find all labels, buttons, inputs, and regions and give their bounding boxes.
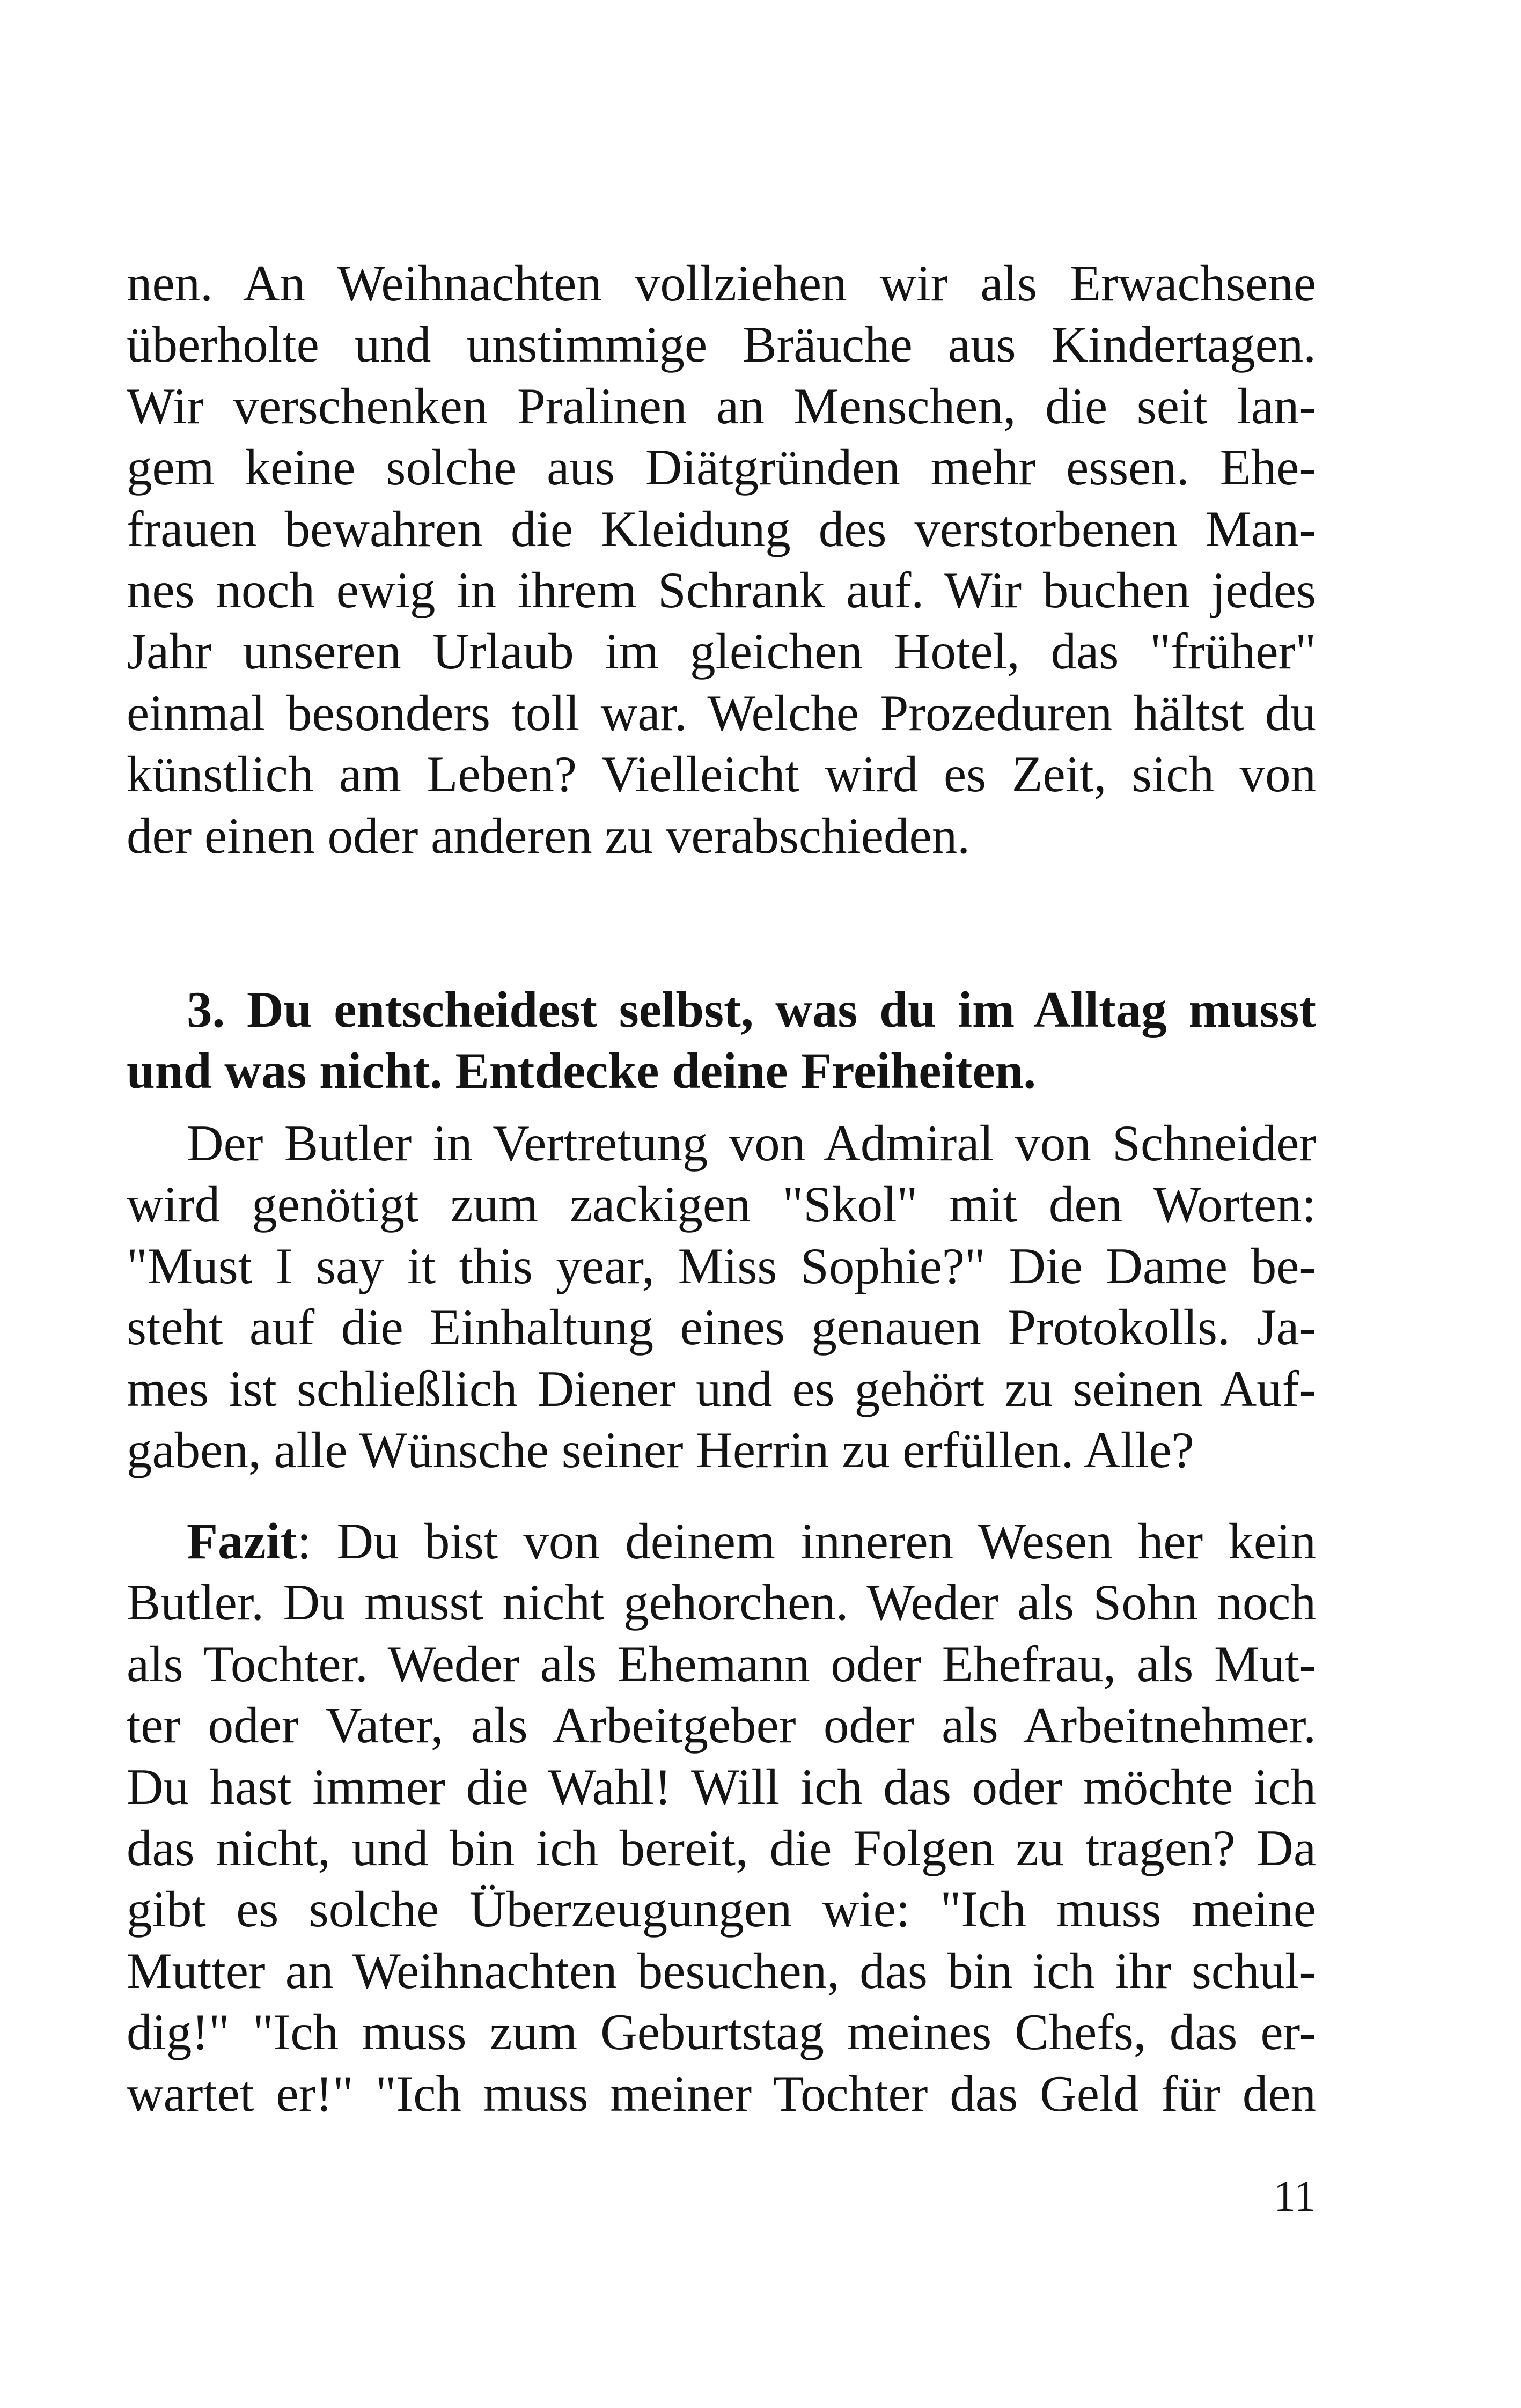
text-line: der einen oder anderen zu verabschieden. — [127, 807, 970, 864]
text-line: einmal besonders toll war. Welche Prozeduren hältst du — [127, 684, 1316, 741]
heading-line: 3. Du entscheidest selbst, was du im Alltag musst — [187, 981, 1316, 1038]
butler-paragraph — [127, 1113, 1316, 1481]
text-line: mes ist schließlich Diener und es gehört zu seinen Auf- — [127, 1360, 1316, 1417]
text-line: dig!" "Ich muss zum Geburtstag meines Chefs, das er- — [127, 2004, 1316, 2061]
fazit-label: Fazit — [187, 1513, 297, 1570]
text-line: Butler. Du musst nicht gehorchen. Weder als Sohn noch — [127, 1574, 1316, 1631]
page-number: 11 — [1274, 2171, 1316, 2220]
text-line: Wir verschenken Pralinen an Menschen, die seit lan- — [127, 377, 1316, 435]
text-line: gem keine solche aus Diätgründen mehr essen. Ehe- — [127, 439, 1316, 496]
text-line: steht auf die Einhaltung eines genauen Protokolls. Ja- — [127, 1299, 1316, 1356]
text-line: "Must I say it this year, Miss Sophie?" Die Dame be- — [127, 1237, 1316, 1294]
text-line: künstlich am Leben? Vielleicht wird es Zeit, sich von — [127, 746, 1316, 803]
fazit-first-line — [127, 1511, 1316, 1572]
text-line: frauen bewahren die Kleidung des verstorbenen Man- — [127, 500, 1316, 557]
text-line: nen. An Weihnachten vollziehen wir als Erwachsene — [127, 255, 1316, 312]
text-line: das nicht, und bin ich bereit, die Folgen zu tragen? Da — [127, 1819, 1316, 1876]
section-heading — [127, 979, 1316, 1102]
text-line: gaben, alle Wünsche seiner Herrin zu erfüllen. Alle? — [127, 1421, 1194, 1478]
text-line: als Tochter. Weder als Ehemann oder Ehefrau, als Mut- — [127, 1635, 1316, 1692]
text-line: Du hast immer die Wahl! Will ich das oder möchte ich — [127, 1758, 1316, 1815]
text-line: wartet er!" "Ich muss meiner Tochter das Geld für den — [127, 2065, 1316, 2122]
text-line: Mutter an Weihnachten besuchen, das bin ich ihr schul- — [127, 1942, 1316, 1999]
text-line: gibt es solche Überzeugungen wie: "Ich muss meine — [127, 1881, 1316, 1938]
intro-paragraph — [127, 253, 1316, 866]
text-line: Der Butler in Vertretung von Admiral von Schneider — [187, 1115, 1316, 1172]
fazit-first-line-text: : Du bist von deinem inneren Wesen her kein — [297, 1513, 1316, 1570]
heading-line: und was nicht. Entdecke deine Freiheiten. — [127, 1042, 1037, 1100]
fazit-paragraph — [127, 1511, 1316, 2124]
text-line: Jahr unseren Urlaub im gleichen Hotel, das "früher" — [127, 623, 1316, 680]
text-line: ter oder Vater, als Arbeitgeber oder als Arbeitnehmer. — [127, 1697, 1316, 1754]
text-line: nes noch ewig in ihrem Schrank auf. Wir buchen jedes — [127, 561, 1316, 618]
text-line: wird genötigt zum zackigen "Skol" mit den Worten: — [127, 1176, 1316, 1233]
text-line: überholte und unstimmige Bräuche aus Kindertagen. — [127, 316, 1316, 373]
